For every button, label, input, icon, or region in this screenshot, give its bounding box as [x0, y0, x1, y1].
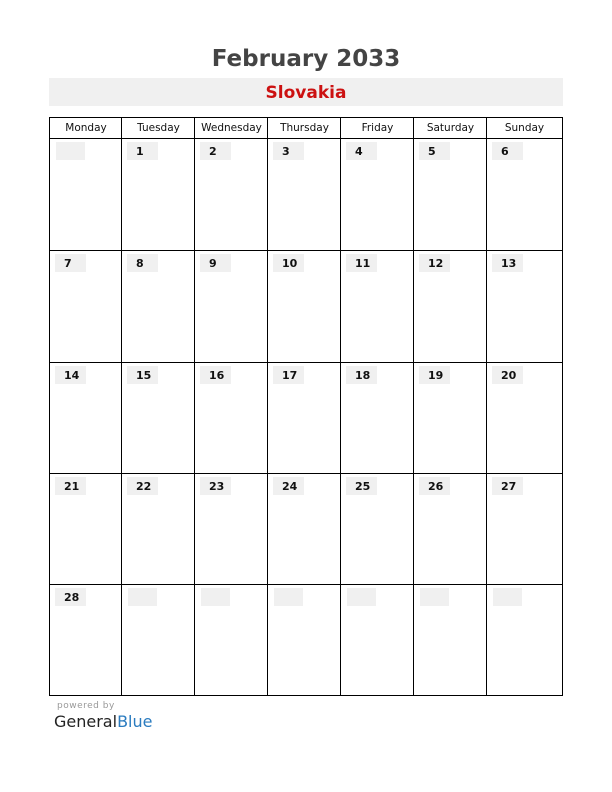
calendar-grid	[49, 117, 563, 696]
day-cell	[122, 139, 195, 250]
day-cell	[195, 585, 268, 695]
day-number: 1	[127, 142, 158, 160]
day-cell	[195, 251, 268, 362]
day-cell	[50, 139, 122, 250]
day-cell	[268, 585, 341, 695]
weekday-friday: Friday	[361, 122, 394, 134]
day-number: 6	[492, 142, 523, 160]
day-cell	[341, 474, 414, 584]
day-cell	[268, 251, 341, 362]
day-number: 4	[346, 142, 377, 160]
day-number: 10	[273, 254, 304, 272]
day-cell	[122, 474, 195, 584]
day-number	[128, 588, 157, 606]
day-cell	[122, 585, 195, 695]
day-cell	[414, 363, 487, 473]
day-number: 21	[55, 477, 86, 495]
day-number: 8	[127, 254, 158, 272]
day-cell	[195, 363, 268, 473]
calendar-week	[50, 474, 562, 584]
calendar-week	[50, 251, 562, 362]
day-cell	[50, 363, 122, 473]
day-number: 11	[346, 254, 377, 272]
day-number	[493, 588, 522, 606]
calendar-week	[50, 363, 562, 473]
day-cell	[414, 474, 487, 584]
weekday-thursday: Thursday	[280, 122, 329, 134]
day-number: 22	[127, 477, 158, 495]
day-number: 7	[55, 254, 86, 272]
day-number: 26	[419, 477, 450, 495]
day-cell	[195, 474, 268, 584]
day-cell	[195, 139, 268, 250]
day-cell	[268, 474, 341, 584]
day-cell	[341, 139, 414, 250]
day-cell	[122, 251, 195, 362]
day-cell	[122, 363, 195, 473]
day-number: 20	[492, 366, 523, 384]
weekday-saturday: Saturday	[426, 122, 475, 134]
day-number: 28	[55, 588, 86, 606]
day-number: 27	[492, 477, 523, 495]
day-cell	[341, 363, 414, 473]
weekday-monday: Monday	[65, 122, 107, 134]
day-number: 16	[200, 366, 231, 384]
day-cell	[414, 585, 487, 695]
weekday-sunday: Sunday	[504, 122, 545, 134]
day-cell	[414, 139, 487, 250]
day-number	[201, 588, 230, 606]
day-cell	[268, 363, 341, 473]
day-number: 25	[346, 477, 377, 495]
day-cell	[341, 251, 414, 362]
weekday-tuesday: Tuesday	[137, 122, 180, 134]
day-number: 13	[492, 254, 523, 272]
day-cell	[487, 251, 562, 362]
day-cell	[414, 251, 487, 362]
day-number: 12	[419, 254, 450, 272]
day-number	[420, 588, 449, 606]
day-number	[274, 588, 303, 606]
day-number: 15	[127, 366, 158, 384]
day-cell	[50, 585, 122, 695]
day-cell	[487, 139, 562, 250]
powered-by-text: powered by	[57, 701, 115, 711]
day-number	[56, 142, 85, 160]
day-cell	[341, 585, 414, 695]
day-cell	[50, 251, 122, 362]
calendar-week	[50, 585, 562, 695]
day-number: 23	[200, 477, 231, 495]
day-number: 5	[419, 142, 450, 160]
day-cell	[487, 474, 562, 584]
day-cell	[487, 585, 562, 695]
day-number: 14	[55, 366, 86, 384]
weekday-wednesday: Wednesday	[201, 122, 262, 134]
day-cell	[50, 474, 122, 584]
day-number: 9	[200, 254, 231, 272]
calendar-week	[50, 139, 562, 250]
day-cell	[268, 139, 341, 250]
day-number: 19	[419, 366, 450, 384]
page-title: February 2033	[211, 46, 401, 72]
day-number: 17	[273, 366, 304, 384]
day-cell	[487, 363, 562, 473]
brand-general: General	[54, 712, 118, 731]
day-number: 3	[273, 142, 304, 160]
day-number: 24	[273, 477, 304, 495]
country-name: Slovakia	[265, 83, 347, 103]
country-banner	[49, 78, 563, 106]
brand-logo[interactable]	[54, 712, 152, 731]
day-number: 2	[200, 142, 231, 160]
day-number: 18	[346, 366, 377, 384]
brand-blue: Blue	[117, 712, 153, 731]
day-number	[347, 588, 376, 606]
